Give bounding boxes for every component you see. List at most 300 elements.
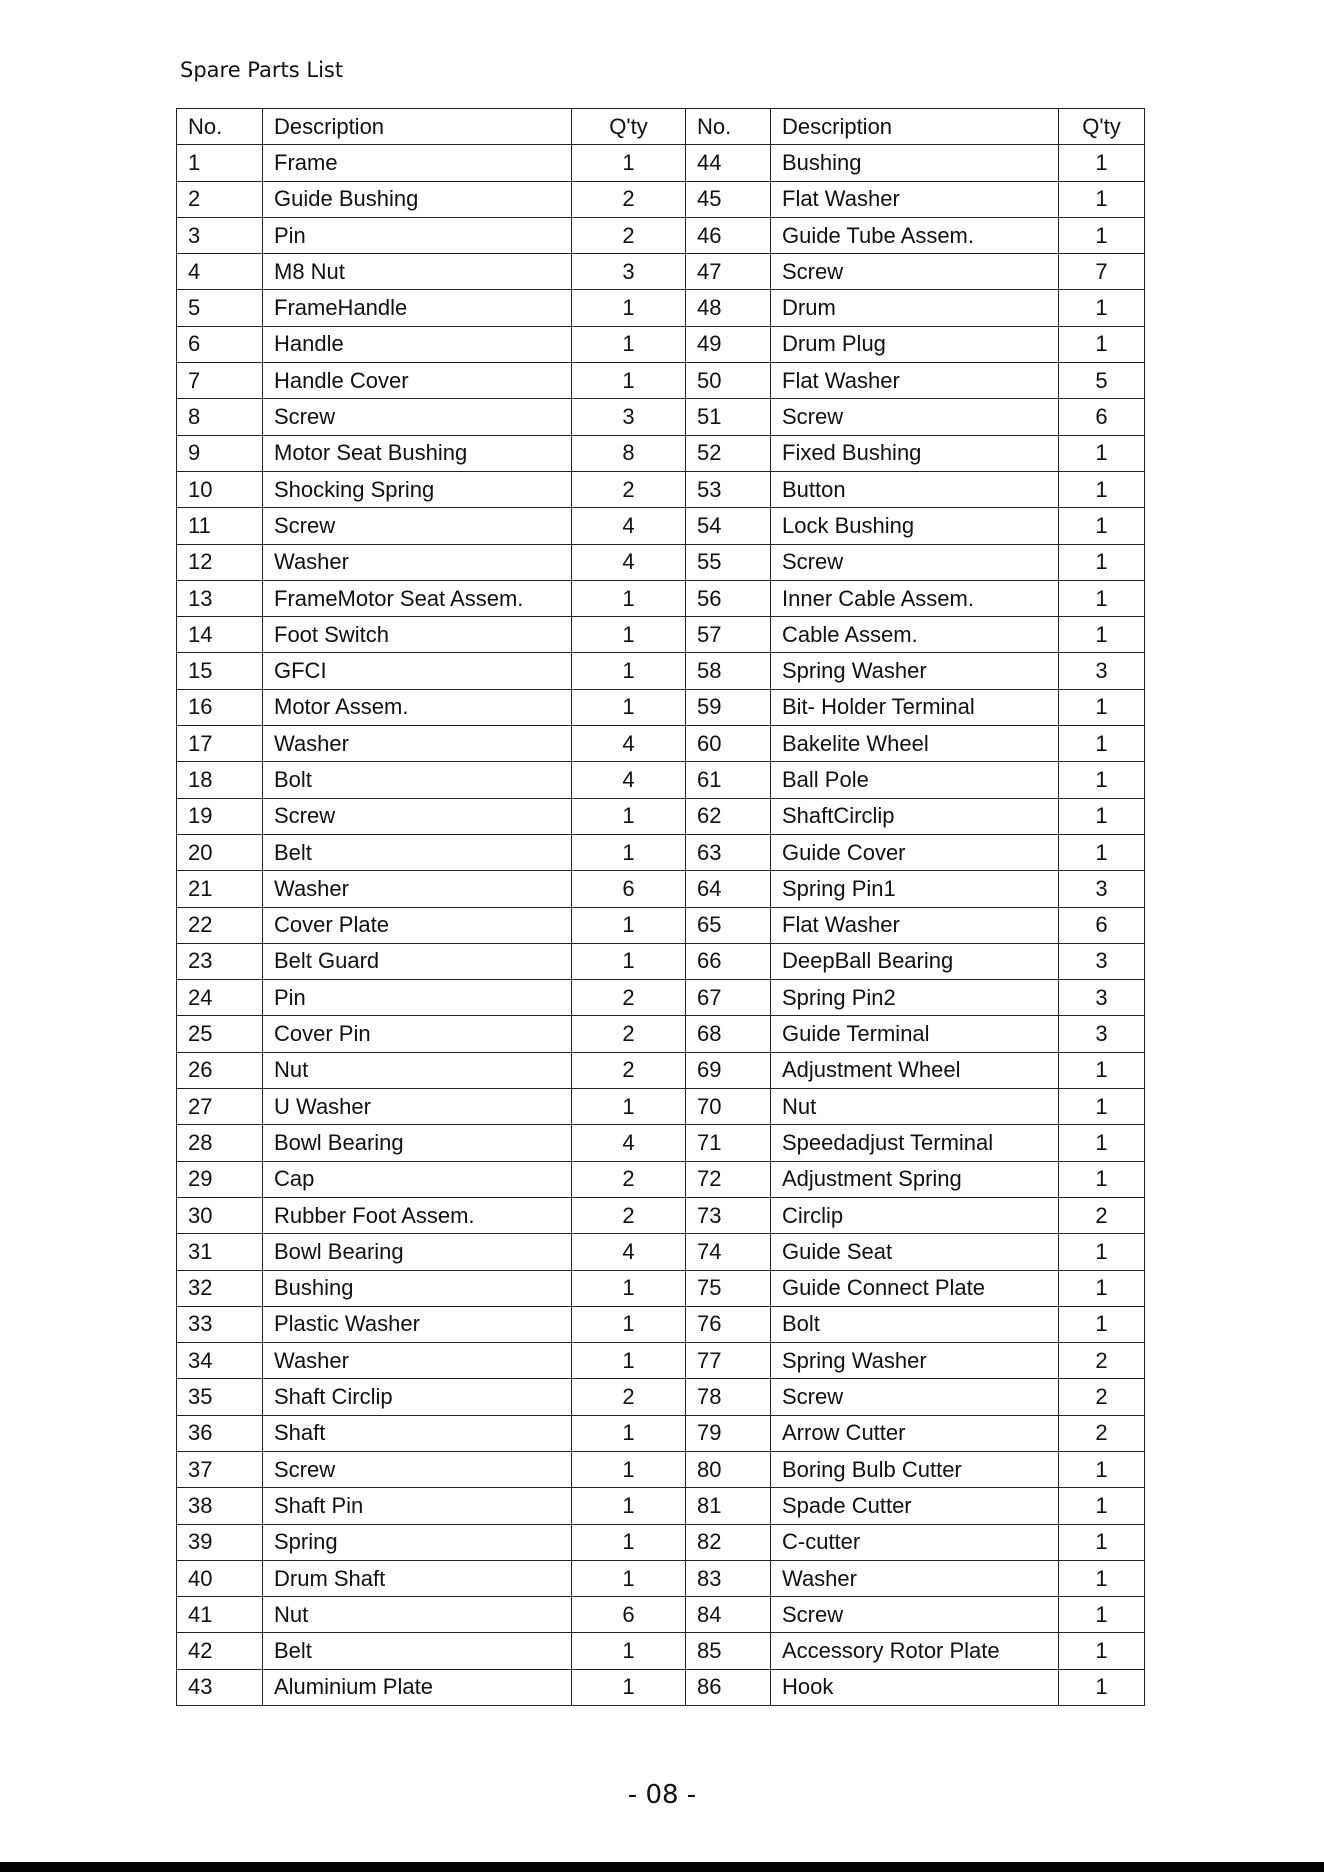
table-row [177,254,1145,290]
part-number-cell: 72 [686,1161,771,1197]
part-number-cell: 3 [177,217,263,253]
part-description-cell: Bushing [263,1270,572,1306]
part-number-cell: 13 [177,580,263,616]
part-quantity-cell: 1 [1059,1270,1145,1306]
part-quantity-cell: 4 [572,544,686,580]
table-row [177,1197,1145,1233]
page-number: - 08 - [627,1780,697,1810]
page-title: Spare Parts List [180,58,344,82]
part-number-cell: 61 [686,762,771,798]
part-description-cell: Spring [263,1524,572,1560]
part-quantity-cell: 1 [572,145,686,181]
part-description-cell: Bolt [771,1306,1059,1342]
table-row [177,980,1145,1016]
part-description-cell: Lock Bushing [771,508,1059,544]
part-description-cell: Fixed Bushing [771,435,1059,471]
part-description-cell: Spring Pin2 [771,980,1059,1016]
part-quantity-cell: 1 [572,907,686,943]
part-number-cell: 82 [686,1524,771,1560]
part-quantity-cell: 1 [572,1415,686,1451]
part-number-cell: 15 [177,653,263,689]
part-quantity-cell: 1 [1059,181,1145,217]
table-row [177,1488,1145,1524]
part-number-cell: 57 [686,617,771,653]
spare-parts-table [176,108,1145,1706]
column-header-qty-right: Q'ty [1059,109,1145,145]
part-number-cell: 63 [686,834,771,870]
part-description-cell: Bowl Bearing [263,1125,572,1161]
part-number-cell: 60 [686,726,771,762]
part-description-cell: Guide Seat [771,1234,1059,1270]
part-number-cell: 71 [686,1125,771,1161]
part-quantity-cell: 3 [1059,980,1145,1016]
part-number-cell: 7 [177,363,263,399]
part-number-cell: 35 [177,1379,263,1415]
table-row [177,435,1145,471]
part-description-cell: Handle [263,326,572,362]
part-quantity-cell: 2 [572,181,686,217]
part-number-cell: 30 [177,1197,263,1233]
part-number-cell: 43 [177,1669,263,1705]
part-number-cell: 73 [686,1197,771,1233]
part-quantity-cell: 1 [1059,508,1145,544]
column-header-description: Description [263,109,572,145]
part-number-cell: 48 [686,290,771,326]
part-quantity-cell: 1 [572,1089,686,1125]
part-number-cell: 53 [686,471,771,507]
part-description-cell: Shaft Circlip [263,1379,572,1415]
table-row [177,762,1145,798]
part-description-cell: Flat Washer [771,181,1059,217]
part-description-cell: Motor Assem. [263,689,572,725]
part-quantity-cell: 1 [1059,544,1145,580]
part-quantity-cell: 1 [572,617,686,653]
part-description-cell: Screw [771,399,1059,435]
table-row [177,508,1145,544]
part-description-cell: ShaftCirclip [771,798,1059,834]
bottom-border [0,1862,1324,1872]
part-number-cell: 84 [686,1597,771,1633]
part-quantity-cell: 7 [1059,254,1145,290]
part-quantity-cell: 1 [1059,145,1145,181]
part-number-cell: 68 [686,1016,771,1052]
part-quantity-cell: 2 [572,1197,686,1233]
part-quantity-cell: 1 [1059,726,1145,762]
table-row [177,290,1145,326]
part-quantity-cell: 2 [1059,1379,1145,1415]
part-quantity-cell: 2 [1059,1415,1145,1451]
part-description-cell: Screw [771,1379,1059,1415]
part-description-cell: Screw [771,544,1059,580]
table-row [177,1125,1145,1161]
part-description-cell: Guide Bushing [263,181,572,217]
part-quantity-cell: 1 [572,1306,686,1342]
part-quantity-cell: 1 [1059,762,1145,798]
part-quantity-cell: 1 [572,834,686,870]
part-number-cell: 40 [177,1560,263,1596]
part-number-cell: 14 [177,617,263,653]
table-row [177,1161,1145,1197]
table-row [177,871,1145,907]
part-number-cell: 54 [686,508,771,544]
part-number-cell: 1 [177,145,263,181]
part-quantity-cell: 3 [1059,943,1145,979]
part-quantity-cell: 2 [572,1379,686,1415]
part-description-cell: Hook [771,1669,1059,1705]
table-row [177,834,1145,870]
part-number-cell: 81 [686,1488,771,1524]
part-number-cell: 45 [686,181,771,217]
part-quantity-cell: 2 [1059,1197,1145,1233]
part-number-cell: 74 [686,1234,771,1270]
part-quantity-cell: 2 [572,217,686,253]
part-description-cell: Spring Pin1 [771,871,1059,907]
table-row [177,1379,1145,1415]
part-number-cell: 6 [177,326,263,362]
part-description-cell: Shaft [263,1415,572,1451]
table-row [177,1415,1145,1451]
part-number-cell: 26 [177,1052,263,1088]
part-description-cell: Button [771,471,1059,507]
part-description-cell: Bolt [263,762,572,798]
part-number-cell: 33 [177,1306,263,1342]
part-number-cell: 52 [686,435,771,471]
part-quantity-cell: 2 [572,980,686,1016]
part-number-cell: 2 [177,181,263,217]
part-number-cell: 20 [177,834,263,870]
part-number-cell: 76 [686,1306,771,1342]
part-description-cell: Screw [263,798,572,834]
part-quantity-cell: 1 [572,798,686,834]
table-row [177,145,1145,181]
part-quantity-cell: 3 [572,399,686,435]
part-number-cell: 70 [686,1089,771,1125]
table-header-row [177,109,1145,145]
part-description-cell: C-cutter [771,1524,1059,1560]
part-quantity-cell: 2 [1059,1343,1145,1379]
part-quantity-cell: 1 [572,1524,686,1560]
part-number-cell: 28 [177,1125,263,1161]
part-description-cell: Aluminium Plate [263,1669,572,1705]
part-number-cell: 32 [177,1270,263,1306]
part-description-cell: FrameHandle [263,290,572,326]
part-quantity-cell: 6 [572,871,686,907]
part-quantity-cell: 2 [572,1016,686,1052]
part-description-cell: Bushing [771,145,1059,181]
table-row [177,1016,1145,1052]
part-quantity-cell: 4 [572,726,686,762]
part-number-cell: 80 [686,1451,771,1487]
part-quantity-cell: 1 [1059,435,1145,471]
column-header-no-right: No. [686,109,771,145]
part-number-cell: 58 [686,653,771,689]
part-description-cell: Guide Connect Plate [771,1270,1059,1306]
part-number-cell: 27 [177,1089,263,1125]
part-number-cell: 59 [686,689,771,725]
part-description-cell: Screw [263,1451,572,1487]
part-description-cell: Washer [263,726,572,762]
table-row [177,689,1145,725]
part-quantity-cell: 1 [1059,1451,1145,1487]
part-description-cell: Bakelite Wheel [771,726,1059,762]
part-quantity-cell: 1 [1059,217,1145,253]
part-number-cell: 83 [686,1560,771,1596]
part-quantity-cell: 1 [572,1669,686,1705]
part-quantity-cell: 1 [1059,1089,1145,1125]
part-number-cell: 79 [686,1415,771,1451]
table-row [177,653,1145,689]
part-number-cell: 36 [177,1415,263,1451]
part-number-cell: 51 [686,399,771,435]
table-row [177,544,1145,580]
part-number-cell: 67 [686,980,771,1016]
part-description-cell: Screw [263,508,572,544]
part-number-cell: 12 [177,544,263,580]
part-number-cell: 44 [686,145,771,181]
part-number-cell: 65 [686,907,771,943]
part-quantity-cell: 2 [572,471,686,507]
part-description-cell: Flat Washer [771,907,1059,943]
part-description-cell: Plastic Washer [263,1306,572,1342]
part-quantity-cell: 2 [572,1161,686,1197]
part-description-cell: Circlip [771,1197,1059,1233]
part-quantity-cell: 1 [572,326,686,362]
table-row [177,326,1145,362]
part-number-cell: 16 [177,689,263,725]
part-number-cell: 66 [686,943,771,979]
part-quantity-cell: 1 [1059,798,1145,834]
part-description-cell: Adjustment Wheel [771,1052,1059,1088]
part-number-cell: 55 [686,544,771,580]
part-description-cell: GFCI [263,653,572,689]
part-number-cell: 17 [177,726,263,762]
part-number-cell: 21 [177,871,263,907]
part-number-cell: 25 [177,1016,263,1052]
part-description-cell: Boring Bulb Cutter [771,1451,1059,1487]
part-number-cell: 46 [686,217,771,253]
part-quantity-cell: 1 [572,363,686,399]
part-quantity-cell: 1 [1059,689,1145,725]
part-description-cell: Pin [263,217,572,253]
part-description-cell: Nut [263,1597,572,1633]
table-row [177,617,1145,653]
part-description-cell: Cable Assem. [771,617,1059,653]
part-quantity-cell: 6 [1059,399,1145,435]
part-number-cell: 38 [177,1488,263,1524]
table-row [177,471,1145,507]
table-row [177,1560,1145,1596]
part-description-cell: Bowl Bearing [263,1234,572,1270]
part-quantity-cell: 1 [572,1343,686,1379]
part-description-cell: Nut [263,1052,572,1088]
part-quantity-cell: 1 [1059,1597,1145,1633]
part-quantity-cell: 1 [572,580,686,616]
part-description-cell: Cover Pin [263,1016,572,1052]
part-quantity-cell: 5 [1059,363,1145,399]
part-description-cell: Belt [263,1633,572,1669]
part-description-cell: Screw [263,399,572,435]
table-row [177,1270,1145,1306]
part-quantity-cell: 6 [572,1597,686,1633]
table-row [177,726,1145,762]
part-number-cell: 78 [686,1379,771,1415]
part-description-cell: Cover Plate [263,907,572,943]
part-number-cell: 8 [177,399,263,435]
part-number-cell: 85 [686,1633,771,1669]
table-row [177,1089,1145,1125]
table-body [177,145,1145,1706]
part-number-cell: 18 [177,762,263,798]
part-number-cell: 56 [686,580,771,616]
part-number-cell: 5 [177,290,263,326]
table-row [177,1306,1145,1342]
part-number-cell: 24 [177,980,263,1016]
part-description-cell: Pin [263,980,572,1016]
part-quantity-cell: 1 [1059,834,1145,870]
part-quantity-cell: 1 [1059,1052,1145,1088]
part-quantity-cell: 4 [572,1234,686,1270]
part-number-cell: 75 [686,1270,771,1306]
part-number-cell: 41 [177,1597,263,1633]
part-description-cell: Drum Shaft [263,1560,572,1596]
part-quantity-cell: 1 [1059,1524,1145,1560]
table-row [177,1633,1145,1669]
table-row [177,907,1145,943]
part-description-cell: U Washer [263,1089,572,1125]
table-row [177,1524,1145,1560]
part-number-cell: 39 [177,1524,263,1560]
table-row [177,181,1145,217]
table-row [177,943,1145,979]
part-quantity-cell: 1 [1059,1560,1145,1596]
part-description-cell: Cap [263,1161,572,1197]
part-quantity-cell: 3 [572,254,686,290]
part-quantity-cell: 1 [572,943,686,979]
part-description-cell: Screw [771,1597,1059,1633]
part-description-cell: Nut [771,1089,1059,1125]
part-description-cell: Drum Plug [771,326,1059,362]
part-description-cell: Washer [263,871,572,907]
part-quantity-cell: 1 [1059,290,1145,326]
part-description-cell: Washer [263,544,572,580]
part-description-cell: Shocking Spring [263,471,572,507]
part-quantity-cell: 1 [1059,1125,1145,1161]
column-header-qty: Q'ty [572,109,686,145]
part-quantity-cell: 1 [1059,580,1145,616]
part-description-cell: Flat Washer [771,363,1059,399]
part-number-cell: 23 [177,943,263,979]
part-number-cell: 50 [686,363,771,399]
part-description-cell: Arrow Cutter [771,1415,1059,1451]
part-number-cell: 37 [177,1451,263,1487]
part-number-cell: 4 [177,254,263,290]
part-quantity-cell: 1 [1059,617,1145,653]
part-quantity-cell: 4 [572,508,686,544]
part-quantity-cell: 1 [572,689,686,725]
part-description-cell: Guide Tube Assem. [771,217,1059,253]
part-quantity-cell: 1 [572,1633,686,1669]
part-number-cell: 86 [686,1669,771,1705]
table-row [177,217,1145,253]
part-quantity-cell: 6 [1059,907,1145,943]
part-number-cell: 31 [177,1234,263,1270]
part-number-cell: 11 [177,508,263,544]
part-quantity-cell: 1 [1059,1633,1145,1669]
part-quantity-cell: 1 [1059,471,1145,507]
part-quantity-cell: 4 [572,1125,686,1161]
part-number-cell: 47 [686,254,771,290]
part-description-cell: Screw [771,254,1059,290]
table-row [177,1597,1145,1633]
column-header-description-right: Description [771,109,1059,145]
part-description-cell: Guide Terminal [771,1016,1059,1052]
part-number-cell: 34 [177,1343,263,1379]
table-row [177,1234,1145,1270]
part-quantity-cell: 1 [1059,1669,1145,1705]
part-description-cell: DeepBall Bearing [771,943,1059,979]
part-description-cell: Spring Washer [771,653,1059,689]
part-quantity-cell: 1 [1059,1234,1145,1270]
part-description-cell: Washer [263,1343,572,1379]
table-row [177,1343,1145,1379]
part-description-cell: Belt [263,834,572,870]
part-number-cell: 69 [686,1052,771,1088]
part-number-cell: 22 [177,907,263,943]
part-quantity-cell: 1 [1059,1488,1145,1524]
part-quantity-cell: 1 [1059,1161,1145,1197]
part-description-cell: Motor Seat Bushing [263,435,572,471]
part-description-cell: Guide Cover [771,834,1059,870]
part-description-cell: M8 Nut [263,254,572,290]
part-description-cell: Inner Cable Assem. [771,580,1059,616]
part-description-cell: Washer [771,1560,1059,1596]
part-quantity-cell: 1 [572,290,686,326]
part-number-cell: 29 [177,1161,263,1197]
part-quantity-cell: 1 [572,1451,686,1487]
part-description-cell: Spade Cutter [771,1488,1059,1524]
part-quantity-cell: 3 [1059,871,1145,907]
part-number-cell: 9 [177,435,263,471]
part-number-cell: 64 [686,871,771,907]
table-row [177,363,1145,399]
part-number-cell: 10 [177,471,263,507]
part-description-cell: Drum [771,290,1059,326]
part-quantity-cell: 1 [572,1560,686,1596]
part-description-cell: Accessory Rotor Plate [771,1633,1059,1669]
part-quantity-cell: 4 [572,762,686,798]
part-description-cell: Spring Washer [771,1343,1059,1379]
part-description-cell: Ball Pole [771,762,1059,798]
part-description-cell: Rubber Foot Assem. [263,1197,572,1233]
part-quantity-cell: 1 [572,1488,686,1524]
table-row [177,580,1145,616]
part-quantity-cell: 1 [1059,1306,1145,1342]
part-quantity-cell: 3 [1059,1016,1145,1052]
part-quantity-cell: 2 [572,1052,686,1088]
part-description-cell: Foot Switch [263,617,572,653]
column-header-no: No. [177,109,263,145]
part-number-cell: 77 [686,1343,771,1379]
table-row [177,798,1145,834]
part-number-cell: 42 [177,1633,263,1669]
table-row [177,1451,1145,1487]
part-description-cell: Speedadjust Terminal [771,1125,1059,1161]
part-number-cell: 62 [686,798,771,834]
part-quantity-cell: 1 [1059,326,1145,362]
part-description-cell: Adjustment Spring [771,1161,1059,1197]
part-quantity-cell: 1 [572,653,686,689]
part-number-cell: 49 [686,326,771,362]
